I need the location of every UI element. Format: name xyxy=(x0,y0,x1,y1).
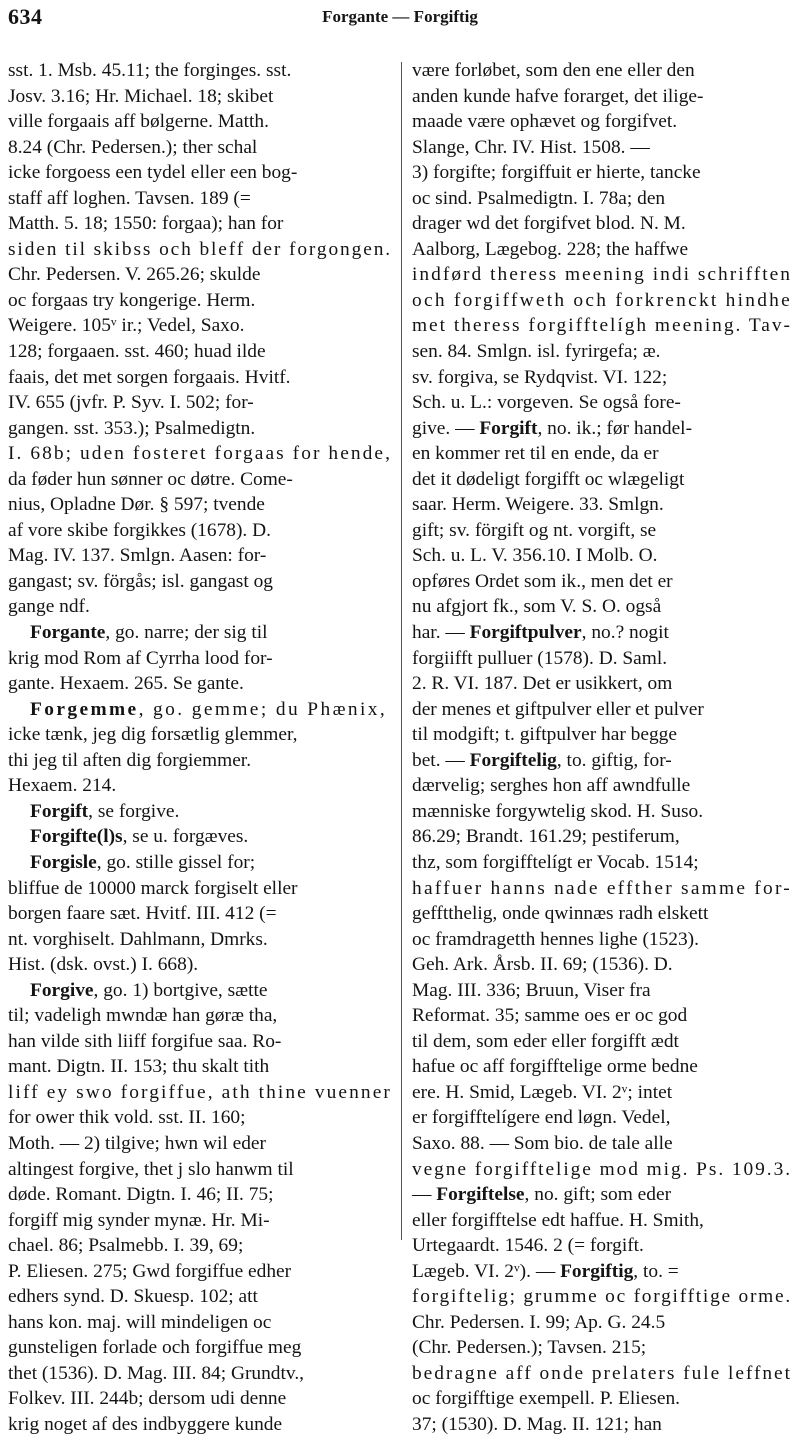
text-line: 86.29; Brandt. 161.29; pestiferum, xyxy=(412,826,680,848)
text-line: 3) forgifte; forgiffuit er hierte, tancke xyxy=(412,162,701,184)
text-line: oc forgifftige exempell. P. Eliesen. xyxy=(412,1388,680,1410)
text-line: Moth. — 2) tilgive; hwn wil eder xyxy=(8,1132,266,1154)
text-line: Urtegaardt. 1546. 2 (= forgift. xyxy=(412,1235,644,1257)
text-line: forgiff mig synder mynæ. Hr. Mi- xyxy=(8,1209,270,1231)
text-line: en kommer ret til en ende, da er xyxy=(412,443,659,465)
text-line: er forgifftelígere end løgn. Vedel, xyxy=(412,1107,671,1129)
text-line: I. 68b; uden fosteret forgaas for hende, xyxy=(8,443,392,465)
text-line: Saxo. 88. — Som bio. de tale alle xyxy=(412,1132,673,1154)
text-line: P. Eliesen. 275; Gwd forgiffue edher xyxy=(8,1260,292,1282)
text-line: IV. 655 (jvfr. P. Syv. I. 502; for- xyxy=(8,392,254,414)
text-line: Matth. 5. 18; 1550: forgaa); han for xyxy=(8,213,284,235)
text-line: Forgive, go. 1) bortgive, sætte xyxy=(30,979,268,1001)
text-line: Lægeb. VI. 2ᵛ). — Forgiftig, to. = xyxy=(412,1260,679,1282)
text-line: anden kunde hafve forarget, det ilige- xyxy=(412,85,704,107)
text-line: gefftthelig, onde qwinnæs radh elskett xyxy=(412,903,709,925)
text-line: drager wd det forgifvet blod. N. M. xyxy=(412,213,686,235)
text-line: Folkev. III. 244b; dersom udi denne xyxy=(8,1388,287,1410)
text-line: Forgifte(l)s, se u. forgæves. xyxy=(30,826,249,848)
text-line: sst. 1. Msb. 45.11; the forginges. sst. xyxy=(8,60,292,81)
text-line: Forgift, se forgive. xyxy=(30,800,180,822)
text-line: da føder hun sønner oc døtre. Come- xyxy=(8,468,293,490)
text-line: Chr. Pedersen. V. 265.26; skulde xyxy=(8,264,261,286)
text-line: vegne forgifftelige mod mig. Ps. 109.3. xyxy=(412,1158,792,1180)
text-line: sv. forgiva, se Rydqvist. VI. 122; xyxy=(412,366,668,388)
text-line: til dem, som eder eller forgifft ædt xyxy=(412,1030,679,1052)
text-line: mænniske forgywtelig skod. H. Suso. xyxy=(412,800,704,822)
text-line: 2. R. VI. 187. Det er usikkert, om xyxy=(412,673,673,695)
text-line: liff ey swo forgiffue, ath thine vuenner xyxy=(8,1081,392,1103)
text-line: Forgisle, go. stille gissel for; xyxy=(30,851,256,873)
text-line: och forgiffweth och forkrenckt hindhe xyxy=(412,289,792,311)
text-line: eller forgifftelse edt haffue. H. Smith, xyxy=(412,1209,704,1231)
text-line: met theress forgifftelígh meening. Tav- xyxy=(412,315,792,337)
text-line: for ower thik vold. sst. II. 160; xyxy=(8,1107,246,1129)
text-line: oc framdragetth hennes lighe (1523). xyxy=(412,928,699,950)
text-line: mant. Digtn. II. 153; thu skalt tith xyxy=(8,1056,270,1078)
text-line: faais, det met sorgen forgaais. Hvitf. xyxy=(8,366,291,388)
text-line: Slange, Chr. IV. Hist. 1508. — xyxy=(412,136,650,158)
text-line: forgiftelig; grumme oc forgifftige orme. xyxy=(412,1286,792,1308)
text-line: døde. Romant. Digtn. I. 46; II. 75; xyxy=(8,1184,274,1206)
text-line: har. — Forgiftpulver, no.? nogit xyxy=(412,622,669,644)
text-line: nu afgjort fk., som V. S. O. også xyxy=(412,596,662,618)
text-line: sen. 84. Smlgn. isl. fyrirgefa; æ. xyxy=(412,341,661,363)
text-line: der menes et giftpulver eller et pulver xyxy=(412,698,704,720)
text-line: borgen faare sæt. Hvitf. III. 412 (= xyxy=(8,903,277,925)
text-line: gante. Hexaem. 265. Se gante. xyxy=(8,673,244,695)
text-line: gangen. sst. 353.); Psalmedigtn. xyxy=(8,417,256,439)
text-line: 8.24 (Chr. Pedersen.); ther schal xyxy=(8,136,258,158)
text-line: gangast; sv. förgås; isl. gangast og xyxy=(8,570,273,592)
text-line: indførd theress meening indi schrifften xyxy=(412,264,792,286)
page-number: 634 xyxy=(8,4,43,29)
text-line: han vilde sith liiff forgifue saa. Ro- xyxy=(8,1030,282,1052)
text-line: Mag. III. 336; Bruun, Viser fra xyxy=(412,979,651,1001)
text-line: krig mod Rom af Cyrrha lood for- xyxy=(8,647,273,669)
text-line: Aalborg, Lægebog. 228; the haffwe xyxy=(412,238,689,260)
text-line: give. — Forgift, no. ik.; før handel- xyxy=(412,417,693,439)
right-column xyxy=(412,58,792,1435)
text-line: dærvelig; serghes hon aff awndfulle xyxy=(412,775,691,797)
text-line: siden til skibss och bleff der forgongen. xyxy=(8,238,392,260)
text-line: icke tænk, jeg dig forsætlig glemmer, xyxy=(8,724,298,746)
text-line: thi jeg til aften dig forgiemmer. xyxy=(8,749,252,771)
text-line: bet. — Forgiftelig, to. giftig, for- xyxy=(412,749,672,771)
text-line: Forgemme, go. gemme; du Phænix, xyxy=(30,698,388,720)
text-line: saar. Herm. Weigere. 33. Smlgn. xyxy=(412,494,664,516)
text-line: chael. 86; Psalmebb. I. 39, 69; xyxy=(8,1235,244,1257)
text-line: Forgante, go. narre; der sig til xyxy=(30,622,268,644)
text-line: ere. H. Smid, Lægeb. VI. 2ᵛ; intet xyxy=(412,1081,673,1103)
column-divider xyxy=(401,62,402,1240)
text-line: forgiifft pulluer (1578). D. Saml. xyxy=(412,647,668,669)
page-header xyxy=(8,4,792,34)
text-line: hafue oc aff forgifftelige orme bedne xyxy=(412,1056,698,1078)
text-line: haffuer hanns nade effther samme for- xyxy=(412,877,792,899)
text-line: Mag. IV. 137. Smlgn. Aasen: for- xyxy=(8,545,267,567)
text-line: til; vadeligh mwndæ han gøræ tha, xyxy=(8,1005,278,1027)
text-line: oc sind. Psalmedigtn. I. 78a; den xyxy=(412,187,666,209)
text-line: ville forgaais aff bølgerne. Matth. xyxy=(8,111,269,133)
running-head: Forgante — Forgiftig xyxy=(322,7,478,26)
text-line: (Chr. Pedersen.); Tavsen. 215; xyxy=(412,1337,647,1359)
text-line: Sch. u. L. V. 356.10. I Molb. O. xyxy=(412,545,658,567)
text-line: Geh. Ark. Årsb. II. 69; (1536). D. xyxy=(412,954,673,976)
left-column xyxy=(8,58,392,1435)
text-line: nius, Opladne Dør. § 597; tvende xyxy=(8,494,265,516)
text-line: — Forgiftelse, no. gift; som eder xyxy=(412,1184,672,1206)
text-line: bliffue de 10000 marck forgiselt eller xyxy=(8,877,298,899)
text-line: thet (1536). D. Mag. III. 84; Grundtv., xyxy=(8,1362,305,1384)
text-line: Hexaem. 214. xyxy=(8,775,117,797)
text-line: maade være ophævet og forgifvet. xyxy=(412,111,678,133)
text-line: Sch. u. L.: vorgeven. Se også fore- xyxy=(412,392,681,414)
text-line: Hist. (dsk. ovst.) I. 668). xyxy=(8,954,199,976)
text-line: Chr. Pedersen. I. 99; Ap. G. 24.5 xyxy=(412,1311,666,1333)
text-line: krig noget af des indbyggere kunde xyxy=(8,1413,283,1435)
text-line: Reformat. 35; samme oes er oc god xyxy=(412,1005,688,1027)
text-line: 128; forgaaen. sst. 460; huad ilde xyxy=(8,341,266,363)
text-line: gunsteligen forlade och forgiffue meg xyxy=(8,1337,302,1359)
text-line: til modgift; t. giftpulver har begge xyxy=(412,724,677,746)
text-line: 37; (1530). D. Mag. II. 121; han xyxy=(412,1413,662,1435)
text-line: altingest forgive, thet j slo hanwm til xyxy=(8,1158,294,1180)
text-line: oc forgaas try kongerige. Herm. xyxy=(8,289,256,311)
text-line: bedragne aff onde prelaters fule leffnet xyxy=(412,1362,792,1384)
text-line: af vore skibe forgikkes (1678). D. xyxy=(8,519,271,541)
text-line: edhers synd. D. Skuesp. 102; att xyxy=(8,1286,258,1308)
text-line: icke forgoess een tydel eller een bog- xyxy=(8,162,298,184)
text-line: hans kon. maj. will mindeligen oc xyxy=(8,1311,272,1333)
text-line: gift; sv. förgift og nt. vorgift, se xyxy=(412,519,657,541)
text-line: nt. vorghiselt. Dahlmann, Dmrks. xyxy=(8,928,268,950)
text-line: Weigere. 105ᵛ ir.; Vedel, Saxo. xyxy=(8,315,245,337)
text-line: være forløbet, som den ene eller den xyxy=(412,60,695,81)
text-line: gange ndf. xyxy=(8,596,90,618)
text-line: staff aff loghen. Tavsen. 189 (= xyxy=(8,187,251,209)
text-line: opføres Ordet som ik., men det er xyxy=(412,570,673,592)
text-line: Josv. 3.16; Hr. Michael. 18; skibet xyxy=(8,85,274,107)
text-line: thz, som forgifftelígt er Vocab. 1514; xyxy=(412,851,699,873)
text-line: det it dødeligt forgifft oc wlægeligt xyxy=(412,468,685,490)
